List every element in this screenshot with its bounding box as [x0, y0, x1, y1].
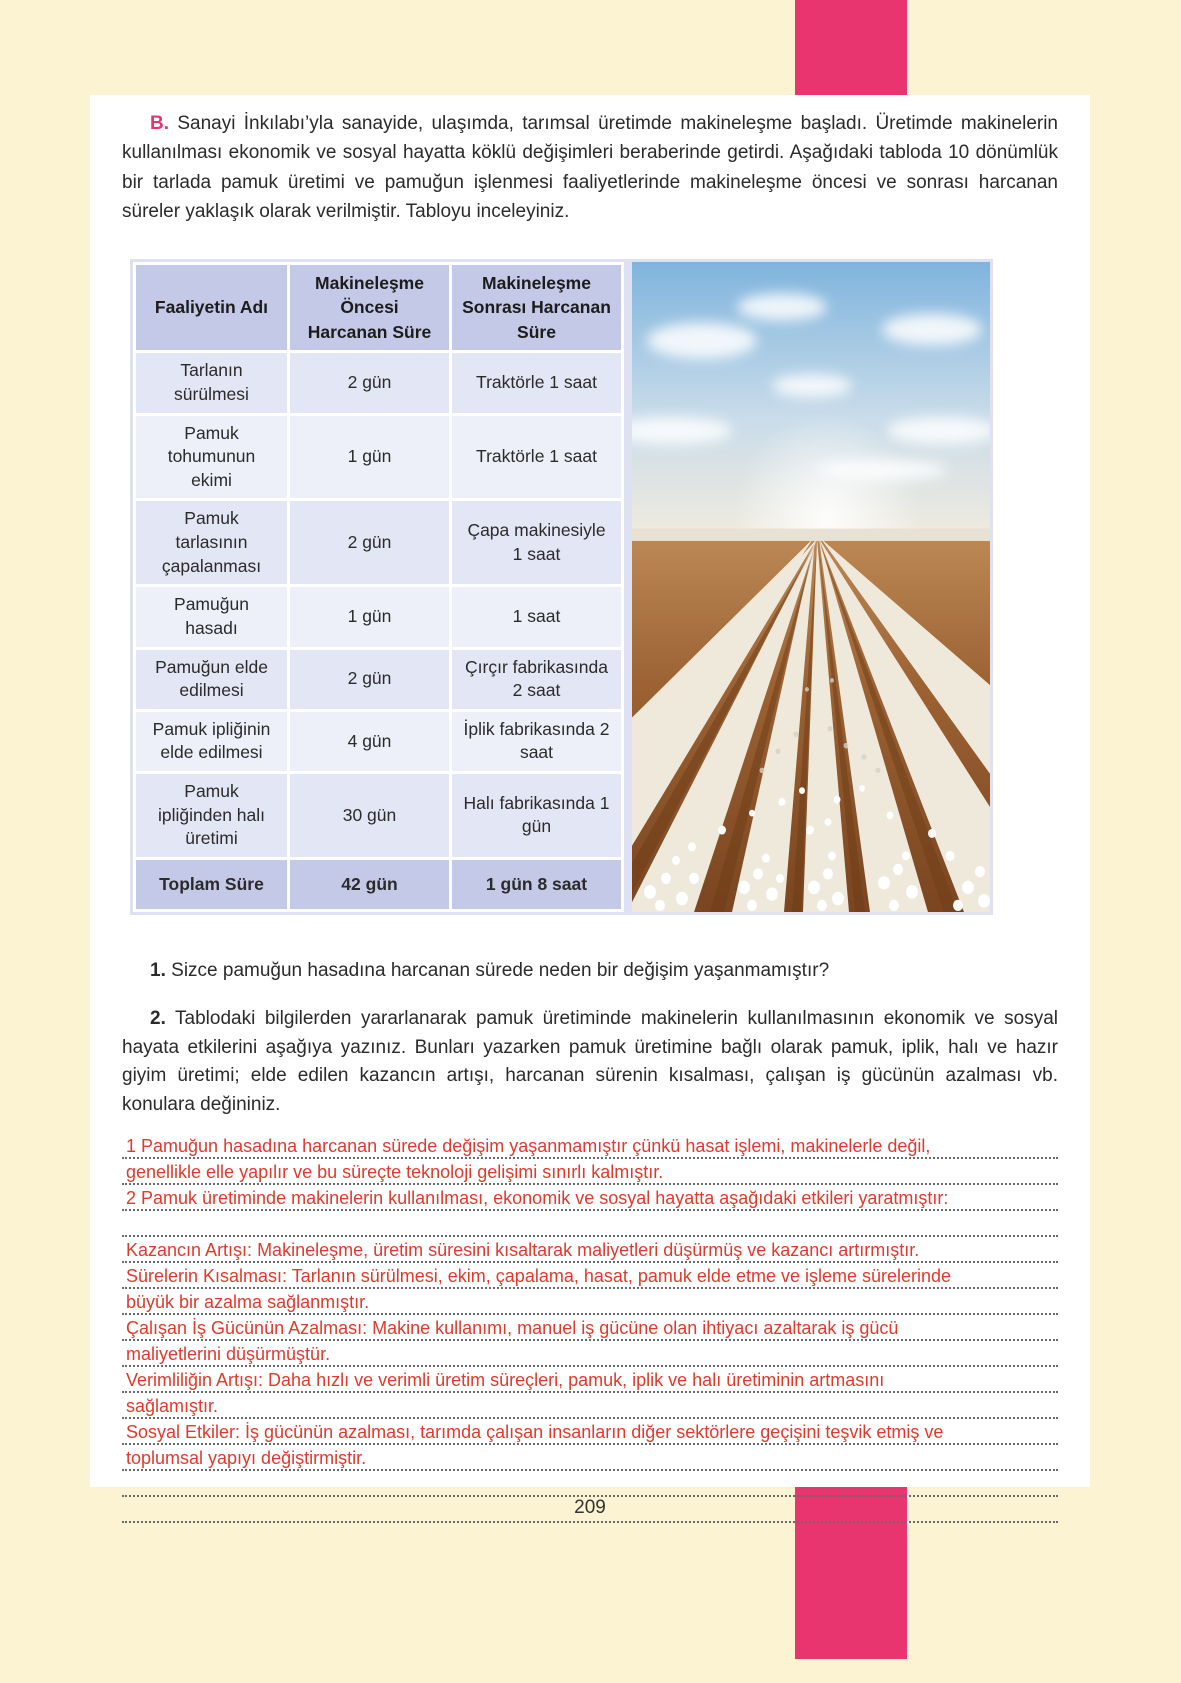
table-row: [135, 648, 623, 710]
answer-line-6: Sürelerin Kısalması: Tarlanın sürülmesi, ekim, çapalama, hasat, pamuk elde etme ve işleme sürelerinde: [122, 1263, 1058, 1289]
table-row: [135, 710, 623, 772]
total-before: 42 gün: [289, 858, 451, 910]
cell-after: Halı fabrikasında 1 gün: [451, 773, 623, 859]
header-before-machinery: Makineleşme Öncesi Harcanan Süre: [289, 263, 451, 352]
answer-line-3: 2 Pamuk üretiminde makinelerin kullanılması, ekonomik ve sosyal hayatta aşağıdaki etkileri yaratmıştır:: [122, 1185, 1058, 1211]
cell-before: 1 gün: [289, 414, 451, 500]
cell-before: 4 gün: [289, 710, 451, 772]
cell-after: Çırçır fabrikasında 2 saat: [451, 648, 623, 710]
intro-text: Sanayi İnkılabı’yla sanayide, ulaşımda, tarımsal üretimde makineleşme başladı. Üretimde makinelerin kullanılması ekonomik ve sosyal hayatta köklü değişimleri beraberinde getirdi. Aşağıdaki tabloda 10 dönümlük bir tarlada pamuk üretimi ve pamuğun işlenmesi faaliyetlerinde makineleşme öncesi ve sonrası harcanan süreler yaklaşık olarak verilmiştir. Tabloyu inceleyiniz.: [122, 113, 1058, 223]
cell-activity: Pamuğun hasadı: [135, 586, 289, 648]
cell-activity: Pamuk tohumunun ekimi: [135, 414, 289, 500]
answer-line-9: maliyetlerini düşürmüştür.: [122, 1341, 1058, 1367]
cell-after: Traktörle 1 saat: [451, 352, 623, 414]
table-row: [135, 773, 623, 859]
section-label: B.: [150, 113, 169, 134]
content-card: [90, 95, 1090, 1487]
table-row: [135, 352, 623, 414]
cell-activity: Tarlanın sürülmesi: [135, 352, 289, 414]
cell-after: Traktörle 1 saat: [451, 414, 623, 500]
cell-activity: Pamuk ipliğinden halı üretimi: [135, 773, 289, 859]
answer-line-10: Verimliliğin Artışı: Daha hızlı ve verimli üretim süreçleri, pamuk, iplik ve halı üretiminin artmasını: [122, 1367, 1058, 1393]
table-row: [135, 414, 623, 500]
answers-section: [122, 1133, 1058, 1523]
cell-after: Çapa makinesiyle 1 saat: [451, 500, 623, 586]
cell-after: 1 saat: [451, 586, 623, 648]
answer-line-12: Sosyal Etkiler: İş gücünün azalması, tarımda çalışan insanların diğer sektörlere geçişini teşvik etmiş ve: [122, 1419, 1058, 1445]
question-2: [122, 1005, 1058, 1119]
cotton-field-illustration: [632, 262, 990, 912]
cell-before: 2 gün: [289, 648, 451, 710]
cell-after: İplik fabrikasında 2 saat: [451, 710, 623, 772]
question-1: [122, 957, 1058, 986]
table-and-photo: [130, 259, 993, 915]
pink-accent-top: [795, 0, 907, 95]
cell-activity: Pamuk tarlasının çapalanması: [135, 500, 289, 586]
total-after: 1 gün 8 saat: [451, 858, 623, 910]
intro-paragraph: [122, 109, 1058, 227]
header-activity: Faaliyetin Adı: [135, 263, 289, 352]
answer-line-11: sağlamıştır.: [122, 1393, 1058, 1419]
answer-line-8: Çalışan İş Gücünün Azalması: Makine kullanımı, manuel iş gücüne olan ihtiyacı azaltarak iş gücü: [122, 1315, 1058, 1341]
page-number: 209: [574, 1497, 606, 1518]
machinery-time-table: [133, 262, 624, 912]
answer-line-14: [122, 1471, 1058, 1497]
answer-line-5: Kazancın Artışı: Makineleşme, üretim süresini kısaltarak maliyetleri düşürmüş ve kazancı artırmıştır.: [122, 1237, 1058, 1263]
cell-before: 2 gün: [289, 500, 451, 586]
cell-activity: Pamuk ipliğinin elde edilmesi: [135, 710, 289, 772]
cell-before: 2 gün: [289, 352, 451, 414]
answer-line-2: genellikle elle yapılır ve bu süreçte teknoloji gelişimi sınırlı kalmıştır.: [122, 1159, 1058, 1185]
question-2-text: Tablodaki bilgilerden yararlanarak pamuk üretiminde makinelerin kullanılmasının ekonomik ve sosyal hayata etkilerini aşağıya yazınız. Bunları yazarken pamuk üretimine bağlı olarak pamuk, iplik, halı ve hazır giyim üretimi; elde edilen kazancın artışı, harcanan sürenin kısalması, çalışan iş gücünün azalması vb. konulara değininiz.: [122, 1008, 1058, 1115]
question-2-number: 2.: [150, 1008, 166, 1030]
table-header-row: [135, 263, 623, 352]
table-row: [135, 586, 623, 648]
question-1-text: Sizce pamuğun hasadına harcanan sürede neden bir değişim yaşanmamıştır?: [171, 959, 830, 981]
cotton-field-photo: [632, 262, 990, 912]
table-total-row: [135, 858, 623, 910]
answer-line-7: büyük bir azalma sağlanmıştır.: [122, 1289, 1058, 1315]
cell-activity: Pamuğun elde edilmesi: [135, 648, 289, 710]
answer-line-4: [122, 1211, 1058, 1237]
total-label: Toplam Süre: [135, 858, 289, 910]
cell-before: 30 gün: [289, 773, 451, 859]
cell-before: 1 gün: [289, 586, 451, 648]
answer-line-13: toplumsal yapıyı değiştirmiştir.: [122, 1445, 1058, 1471]
header-after-machinery: Makineleşme Sonrası Harcanan Süre: [451, 263, 623, 352]
answer-line-1: 1 Pamuğun hasadına harcanan sürede değişim yaşanmamıştır çünkü hasat işlemi, makinelerle değil,: [122, 1133, 1058, 1159]
question-1-number: 1.: [150, 959, 166, 981]
table-row: [135, 500, 623, 586]
